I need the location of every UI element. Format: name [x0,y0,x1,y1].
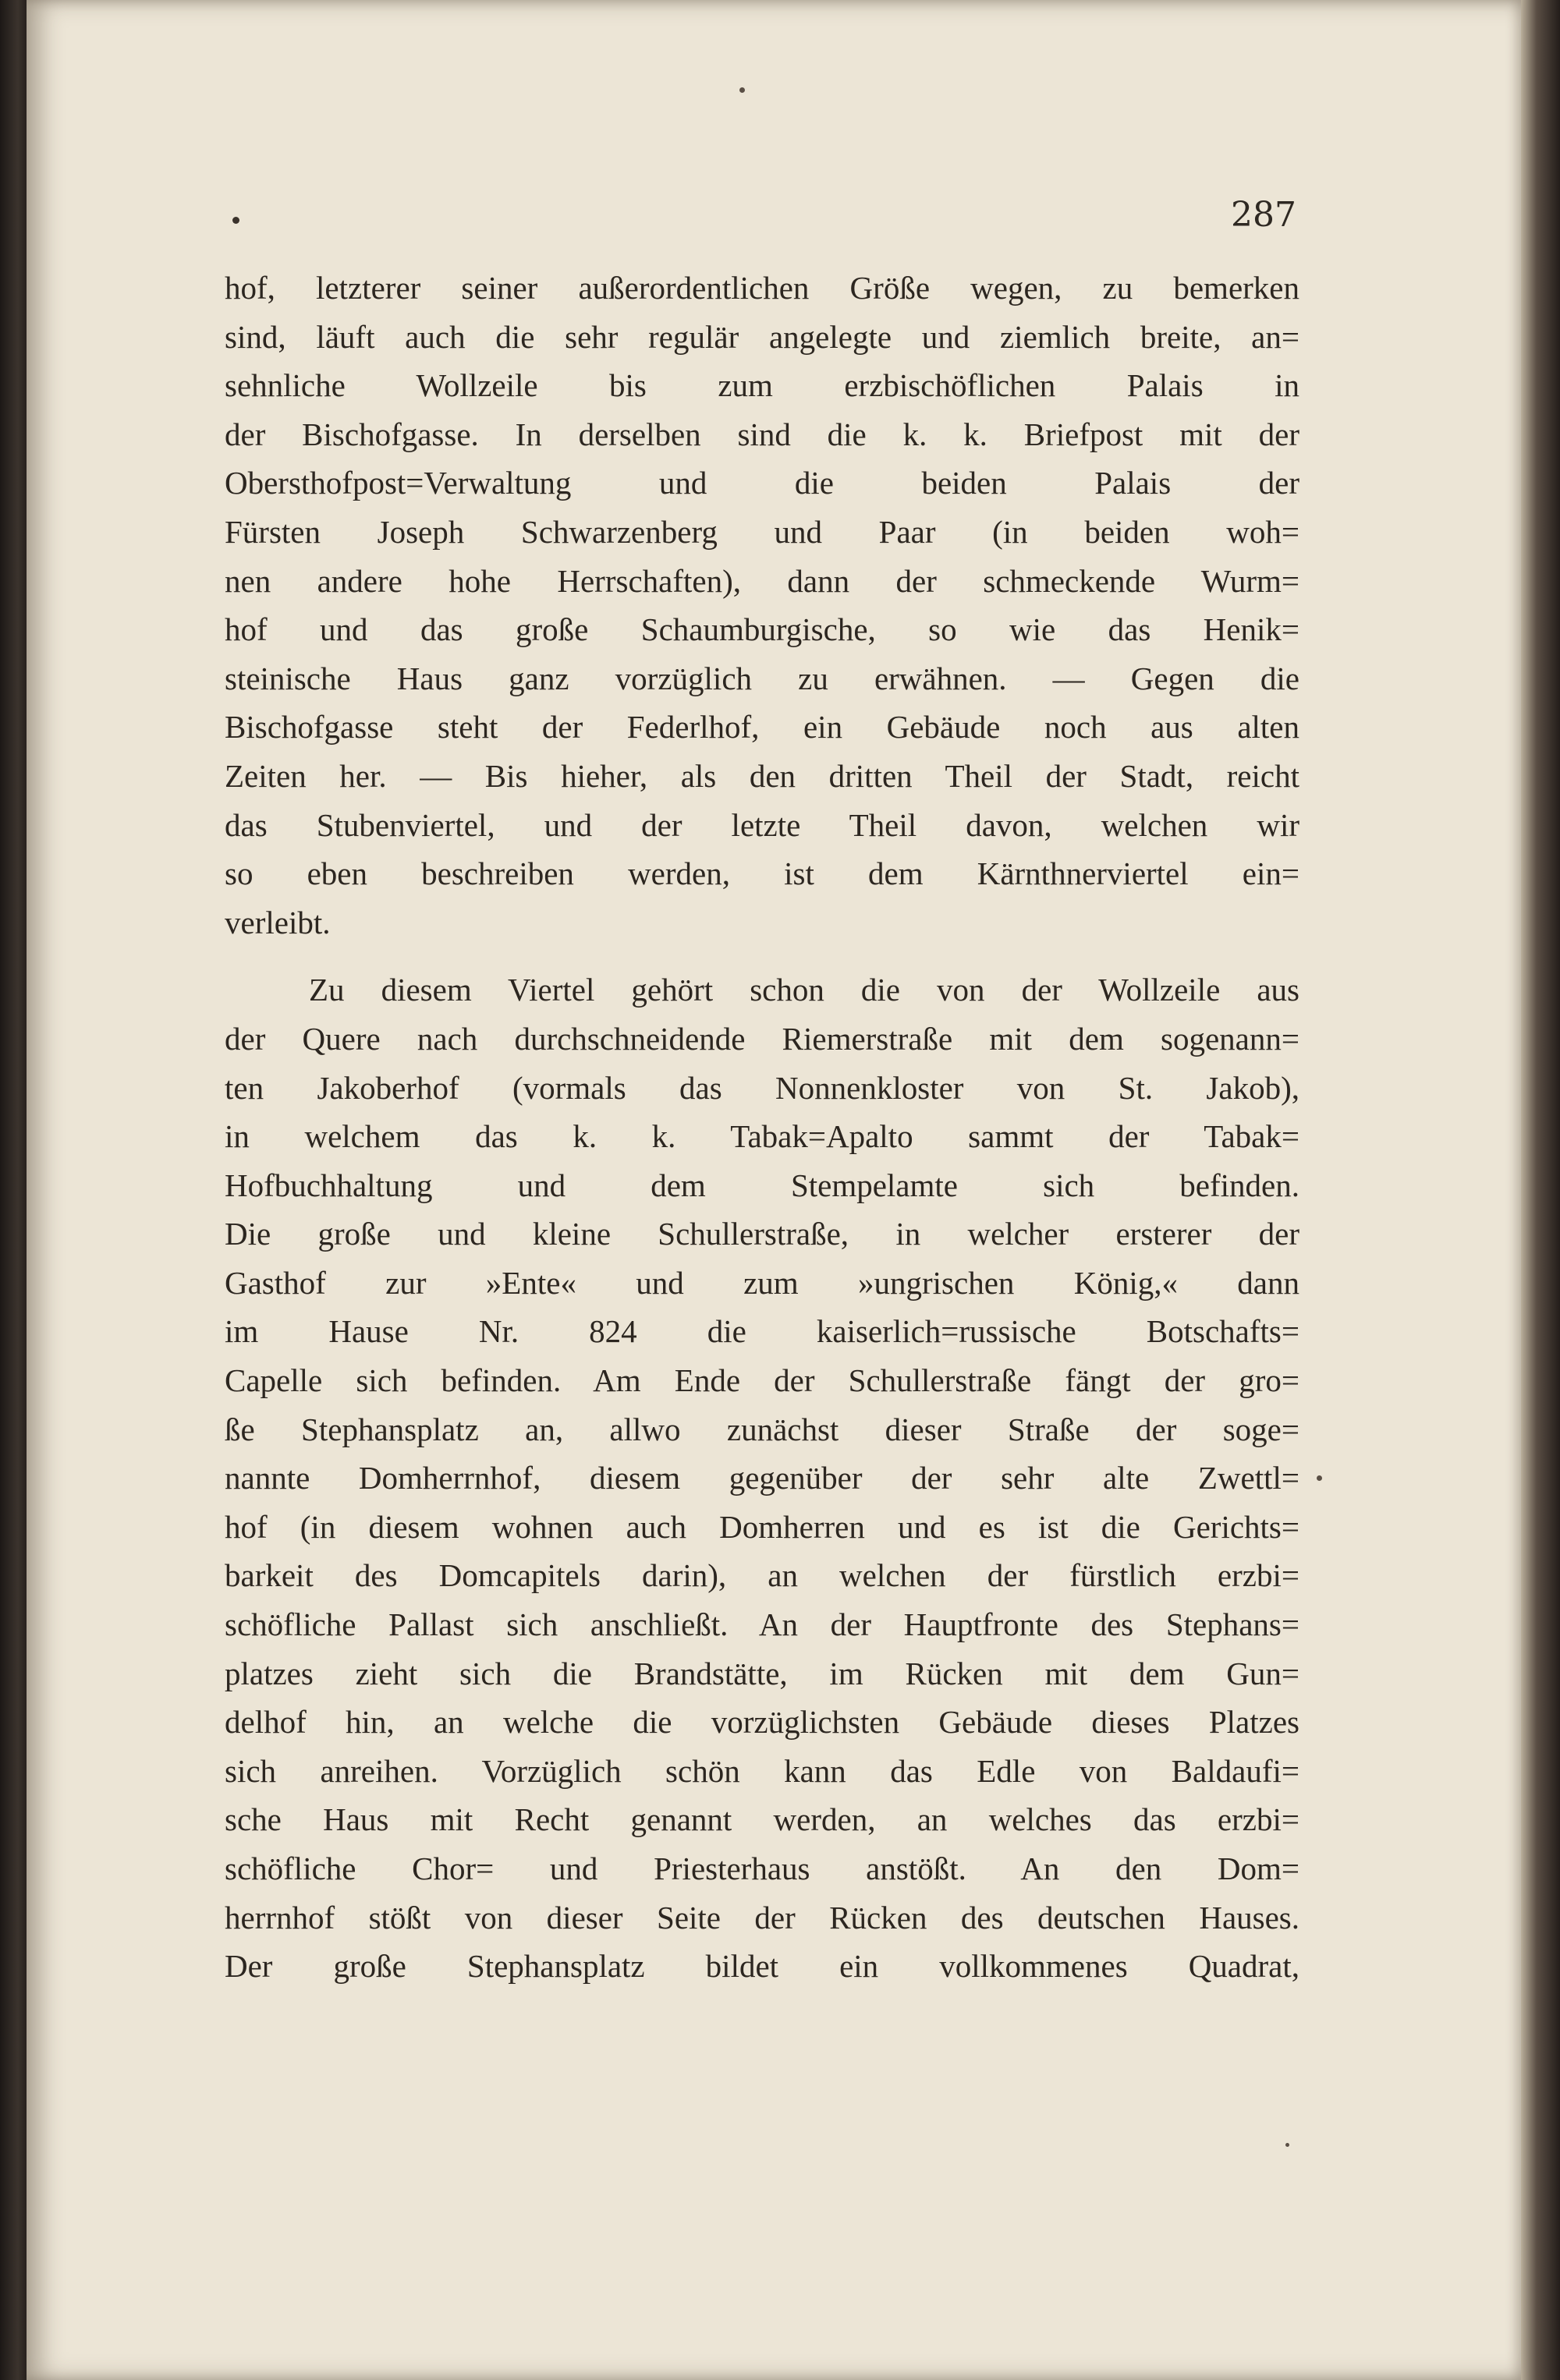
text-line: der Bischofgasse. In derselben sind die k. k. Briefpost mit der [225,416,1299,452]
text-line: ten Jakoberhof (vormals das Nonnenkloster von St. Jakob), [225,1069,1299,1106]
paper-speck [1317,1475,1322,1481]
text-line: in welchem das k. k. Tabak=Apalto sammt der Tabak= [225,1118,1299,1155]
text-line: verleibt. [225,904,331,940]
paper-speck [739,87,745,93]
text-line: der Quere nach durchschneidende Riemerstraße mit dem sogenann= [225,1020,1299,1057]
text-line: delhof hin, an welche die vorzüglichsten Gebäude dieses Platzes [225,1704,1299,1741]
paper-speck [1285,2143,1289,2147]
ink-dot [232,217,239,224]
text-line: nen andere hohe Herrschaften), dann der schmeckende Wurm= [225,562,1299,599]
text-line: schöfliche Pallast sich anschließt. An der Hauptfronte des Stephans= [225,1606,1299,1643]
text-line: hof, letzterer seiner außerordentlichen Größe wegen, zu bemerken [225,270,1299,306]
text-line: Bischofgasse steht der Federlhof, ein Gebäude noch aus alten [225,709,1299,746]
book-spine [0,0,30,2380]
text-line: nannte Domherrnhof, diesem gegenüber der sehr alte Zwettl= [225,1460,1299,1496]
text-line: sind, läuft auch die sehr regulär angelegte und ziemlich breite, an= [225,318,1299,355]
text-line: Capelle sich befinden. Am Ende der Schullerstraße fängt der gro= [225,1362,1299,1399]
text-line: Zeiten her. — Bis hieher, als den dritten Theil der Stadt, reicht [225,757,1299,794]
text-line: Der große Stephansplatz bildet ein vollkommenes Quadrat, [225,1948,1299,1985]
text-line: Zu diesem Viertel gehört schon die von der Wollzeile aus [309,972,1299,1008]
text-line: so eben beschreiben werden, ist dem Kärnthnerviertel ein= [225,855,1299,892]
text-line: schöfliche Chor= und Priesterhaus anstößt. An den Dom= [225,1851,1299,1886]
text-line: hof (in diesem wohnen auch Domherren und es ist die Gerichts= [225,1508,1299,1545]
text-line: hof und das große Schaumburgische, so wie das Henik= [225,611,1299,648]
text-line: sehnliche Wollzeile bis zum erzbischöflichen Palais in [225,367,1299,404]
text-line: sche Haus mit Recht genannt werden, an welches das erzbi= [225,1801,1299,1838]
paragraph-2 [225,965,1299,1990]
text-line: Obersthofpost=Verwaltung und die beiden Palais der [225,465,1299,501]
text-line: Gasthof zur »Ente« und zum »ungrischen König,« dann [225,1264,1299,1301]
text-line: Die große und kleine Schullerstraße, in welcher ersterer der [225,1216,1299,1252]
text-line: Hofbuchhaltung und dem Stempelamte sich befinden. [225,1167,1299,1203]
text-line: im Hause Nr. 824 die kaiserlich=russische Botschafts= [225,1313,1299,1350]
page-edge [1521,0,1560,2380]
paragraph-1 [225,264,1299,947]
text-line: das Stubenviertel, und der letzte Theil davon, welchen wir [225,806,1299,843]
text-line: herrnhof stößt von dieser Seite der Rücken des deutschen Hauses. [225,1899,1299,1936]
body-text [225,264,1299,1991]
text-line: Fürsten Joseph Schwarzenberg und Paar (in beiden woh= [225,513,1299,550]
text-line: platzes zieht sich die Brandstätte, im Rücken mit dem Gun= [225,1655,1299,1691]
text-line: ße Stephansplatz an, allwo zunächst dieser Straße der soge= [225,1411,1299,1447]
text-line: sich anreihen. Vorzüglich schön kann das Edle von Baldaufi= [225,1752,1299,1789]
text-line: barkeit des Domcapitels darin), an welchen der fürstlich erzbi= [225,1557,1299,1594]
page-number: 287 [1231,195,1296,235]
text-line: steinische Haus ganz vorzüglich zu erwähnen. — Gegen die [225,660,1299,696]
